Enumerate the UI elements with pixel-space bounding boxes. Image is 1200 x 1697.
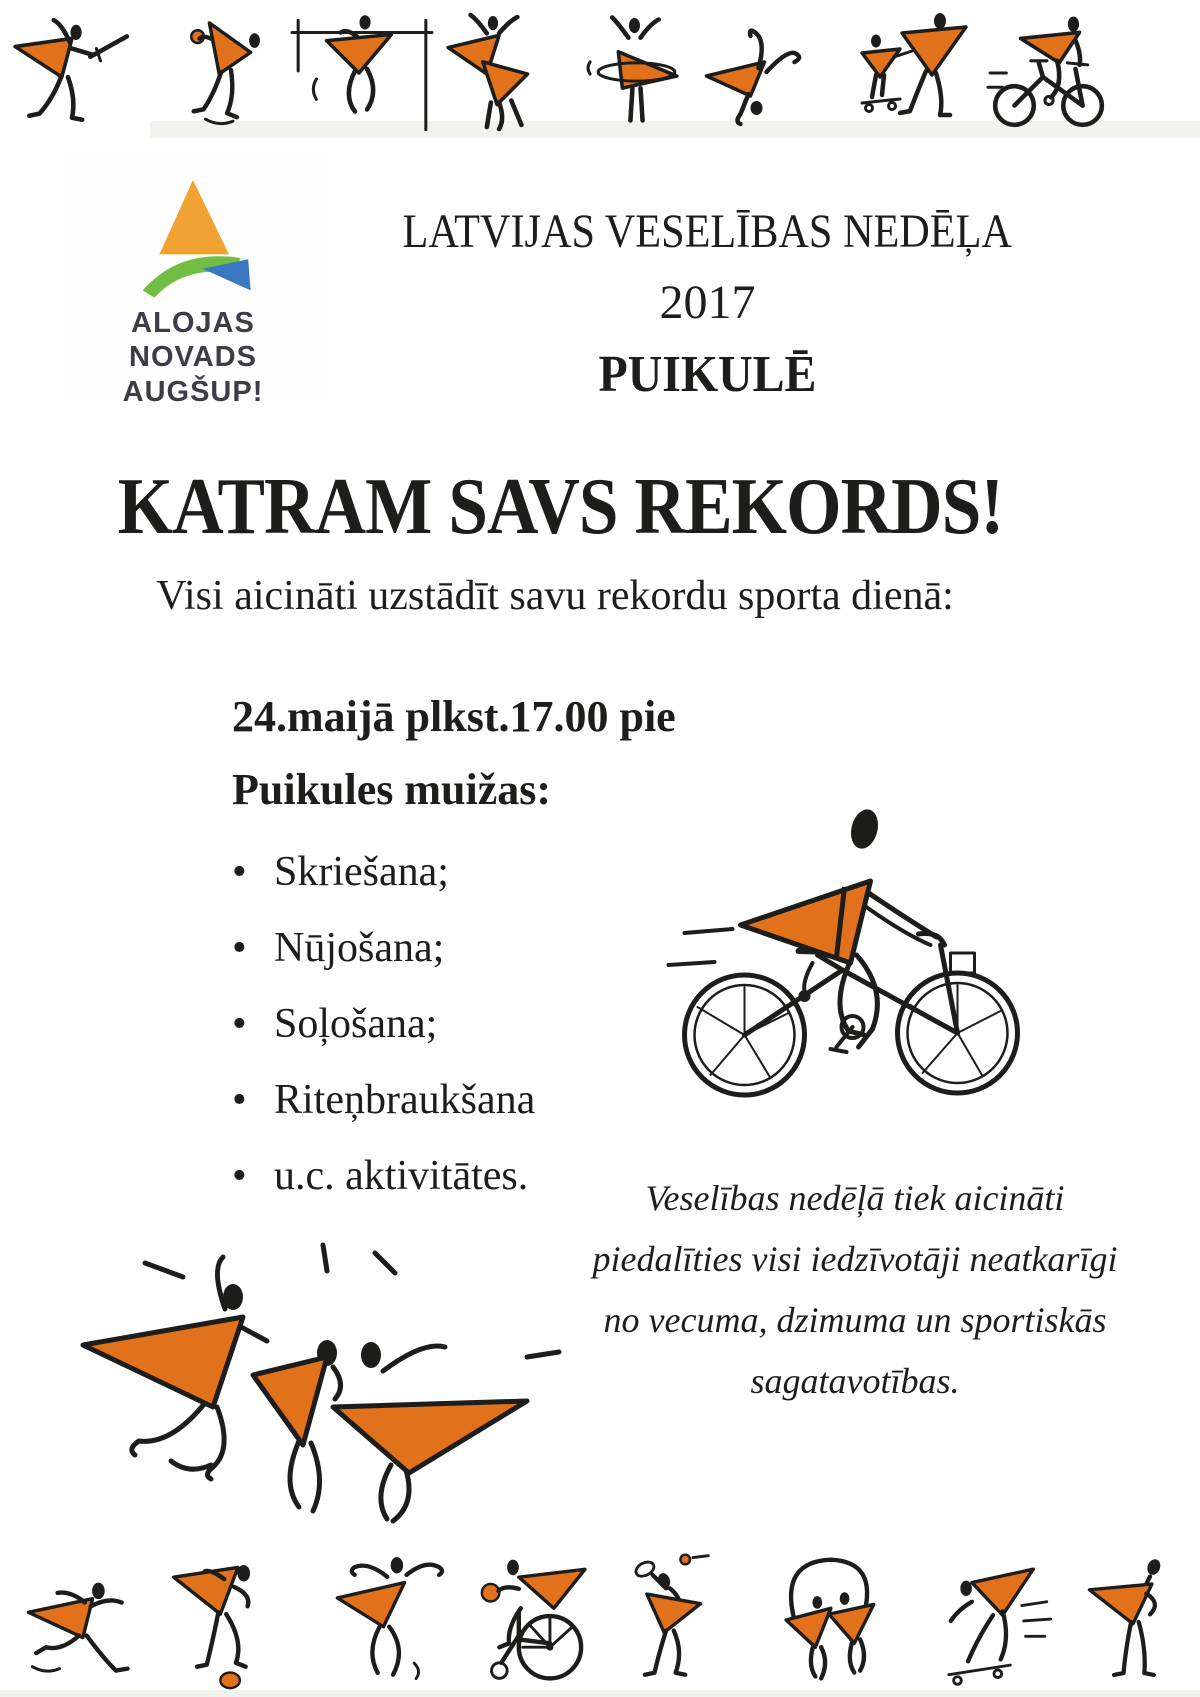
high-jump-pictogram xyxy=(286,8,438,134)
bottom-pictogram-row xyxy=(0,1540,1200,1692)
logo-org-name: ALOJAS NOVADS xyxy=(129,307,257,373)
hula-hoop-pictogram xyxy=(584,10,690,134)
running-group-illustration xyxy=(70,1235,570,1525)
tennis-pictogram xyxy=(620,1548,738,1692)
fencing-pictogram xyxy=(8,12,136,134)
main-headline: KATRAM SAVS REKORDS! xyxy=(117,463,1003,551)
invitation-line: Visi aicināti uzstādīt savu rekordu sporta dienā: xyxy=(156,573,954,619)
wheelchair-basketball-pictogram xyxy=(462,1546,598,1692)
dancing-pictogram xyxy=(318,1548,470,1692)
cycling-pictogram xyxy=(986,12,1108,134)
title-line-3: PUIKULĒ xyxy=(598,346,817,403)
running-pictogram xyxy=(22,1554,168,1690)
header-title-block xyxy=(300,196,1115,412)
top-pictogram-row xyxy=(0,4,1200,136)
cyclist-illustration xyxy=(650,785,1050,1110)
logo-tagline: AUGŠUP! xyxy=(122,376,264,408)
activity-label: Riteņbraukšana xyxy=(274,1077,536,1123)
acrobatics-pictogram xyxy=(772,1546,884,1692)
title-line-2: 2017 xyxy=(659,276,756,329)
activity-label: u.c. aktivitātes. xyxy=(274,1153,529,1199)
standing-figure-pictogram xyxy=(1072,1550,1194,1692)
dance-pair-pictogram xyxy=(440,10,552,134)
skateboard-pair-pictogram xyxy=(838,8,988,134)
discus-throw-pictogram xyxy=(176,10,284,134)
football-pictogram xyxy=(164,1546,304,1692)
skateboarding-pictogram xyxy=(922,1548,1064,1692)
activity-label: Soļošana; xyxy=(274,1001,438,1047)
activity-label: Nūjošana; xyxy=(274,925,445,971)
breakdance-pictogram xyxy=(700,14,816,134)
participation-note: Veselības nedēļā tiek aicināti piedalīties visi iedzīvotāji neatkarīgi no vecuma, dzimuma un sportiskās sagatavotības. xyxy=(592,1178,1118,1401)
alojas-novads-logo-icon xyxy=(133,180,253,300)
event-time: 24.maijā plkst.17.00 pie xyxy=(232,692,676,741)
title-line-1: LATVIJAS VESELĪBAS NEDĒĻA xyxy=(402,205,1013,258)
alojas-novads-logo xyxy=(64,152,322,408)
event-place: Puikules muižas: xyxy=(232,765,552,814)
activity-label: Skriešana; xyxy=(274,849,449,895)
